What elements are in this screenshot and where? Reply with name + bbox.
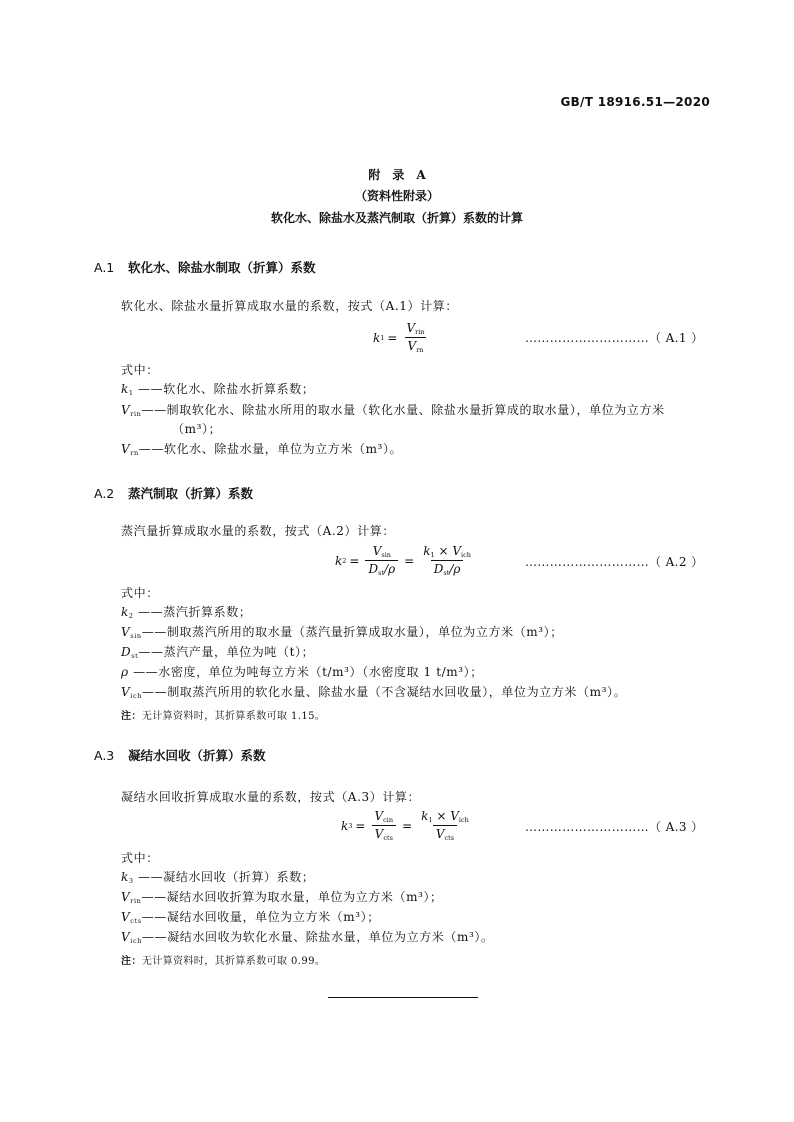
section-intro: 蒸汽量折算成取水量的系数，按式（A.2）计算： [121,524,395,538]
equation-number-a2: …………………………（ A.2 ） [525,555,704,569]
equals-sign: = [349,553,360,568]
formula-subscript: 2 [342,556,347,565]
definition-item: $V_{cts}——$凝结水回收量，单位为立方米（m³）； [121,910,380,925]
definition-item: $V_{ich}——$制取蒸汽所用的软化水量、除盐水量（不含凝结水回收量），单位为立方米（m³）。 [121,685,627,700]
formula-symbol: k [341,818,349,833]
fraction: $\frac{k_1 \times V_{ich}}{V_{cts}}$ [421,809,469,842]
where-label: 式中： [121,363,159,377]
formula-subscript: 3 [348,821,353,830]
formula-symbol: k [335,553,343,568]
definition-item: $k_1$ ——软化水、除盐水折算系数； [121,382,315,397]
definition-item: $V_{rin}——$凝结水回收折算为取水量，单位为立方米（m³）； [121,890,443,905]
fraction: $\frac{V_{cin}}{V_{cts}}$ [371,809,396,842]
equals-sign: = [404,553,415,568]
fraction: $\frac{k_1 \times V_{ich}}{D_{st}/\rho}$ [423,544,471,577]
formula-subscript: rn [416,346,424,354]
appendix-label: 附 录 A [368,168,426,182]
end-rule [328,997,478,998]
equals-sign: = [355,818,366,833]
equation-number-a1: …………………………（ A.1 ） [525,331,704,345]
section-title: 软化水、除盐水制取（折算）系数 [128,260,316,275]
section-number: A.1 [94,260,115,275]
formula-subscript: rin [415,328,425,336]
numerator: V [406,321,416,335]
section-heading-a2 [94,484,253,502]
section-number: A.2 [94,486,115,501]
equals-sign: = [387,330,398,345]
section-title: 凝结水回收（折算）系数 [128,748,266,763]
section-intro: 凝结水回收折算成取水量的系数，按式（A.3）计算： [121,790,421,804]
formula-a2 [335,544,477,577]
formula-symbol: k [373,330,381,345]
denominator: V [407,339,417,353]
definition-item: $V_{rin}——$制取软化水、除盐水所用的取水量（软化水量、除盐水量折算成的取水量），单位为立方米 [121,403,665,418]
definition-item: $D_{st}——$蒸汽产量，单位为吨（t）； [121,645,315,660]
definition-item: $V_{ich}——$凝结水回收为软化水量、除盐水量，单位为立方米（m³）。 [121,930,494,945]
equation-number-a3: …………………………（ A.3 ） [525,820,704,834]
definition-item: $k_2$ ——蒸汽折算系数； [121,605,252,620]
appendix-title: 软化水、除盐水及蒸汽制取（折算）系数的计算 [270,211,523,225]
appendix-nature: （资料性附录） [354,189,439,203]
where-label: 式中： [121,586,159,600]
definition-item: $V_{rn}——$软化水、除盐水量，单位为立方米（m³）。 [121,442,403,457]
section-intro: 软化水、除盐水量折算成取水量的系数，按式（A.1）计算： [121,299,458,313]
equals-sign: = [402,818,413,833]
section-heading-a3 [94,746,266,764]
fraction: $\frac{V_{sin}}{D_{st}/\rho}$ [365,544,398,577]
formula-subscript: 1 [380,333,385,342]
section-number: A.3 [94,748,115,763]
formula-a3 [341,809,475,842]
formula-a1 [373,321,431,354]
where-label: 式中： [121,851,159,865]
section-title: 蒸汽制取（折算）系数 [128,486,254,501]
standard-number: GB/T 18916.51—2020 [560,95,710,109]
definition-item: $V_{sin}——$制取蒸汽所用的取水量（蒸汽量折算成取水量），单位为立方米（m³）； [121,625,563,640]
note-a3: 注：无计算资料时，其折算系数可取 0.99。 [121,956,326,967]
definition-continuation: （m³）； [172,422,222,436]
definition-item: ρ ——水密度，单位为吨每立方米（t/m³）（水密度取 1 t/m³）； [121,665,483,679]
section-heading-a1 [94,258,316,276]
note-a2: 注：无计算资料时，其折算系数可取 1.15。 [121,711,326,722]
fraction [403,321,427,354]
definition-item: $k_3$ ——凝结水回收（折算）系数； [121,870,315,885]
